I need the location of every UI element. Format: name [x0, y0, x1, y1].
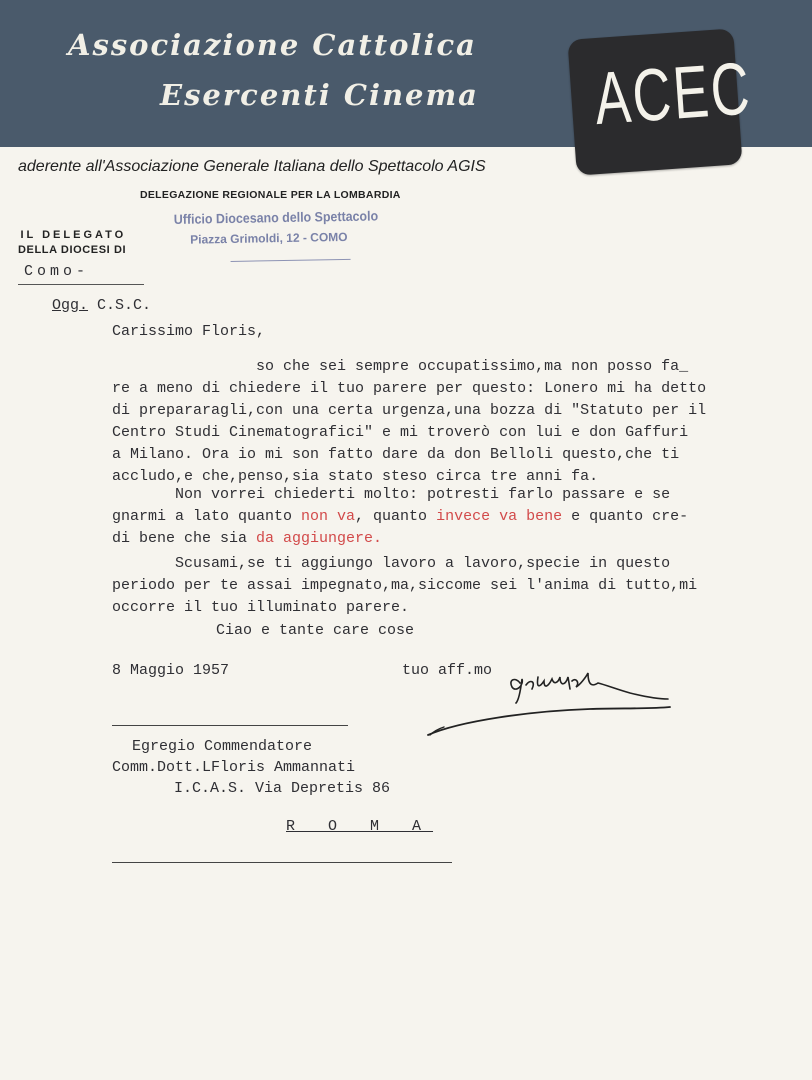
address-line3: I.C.A.S. Via Depretis 86	[174, 780, 391, 797]
p3-line: periodo per te assai impegnato,ma,siccome sei l'anima di tutto,mi	[112, 577, 698, 594]
stamp-address: Piazza Grimoldi, 12 - COMO	[190, 229, 348, 247]
paragraph-1	[112, 356, 706, 488]
p1-line: di prepararagli,con una certa urgenza,una bozza di "Statuto per il	[112, 402, 707, 419]
stamp-rule	[231, 259, 351, 262]
p2-line	[112, 528, 688, 550]
stamp-office-name: Ufficio Diocesano dello Spettacolo	[173, 208, 379, 227]
closing: Ciao e tante care cose	[216, 622, 415, 639]
valediction: tuo aff.mo	[402, 662, 493, 679]
handwritten-signature	[420, 655, 680, 745]
delegate-line2: DELLA DIOCESI DI	[18, 244, 127, 256]
delegate-heading	[18, 228, 126, 258]
regional-delegation: DELEGAZIONE REGIONALE PER LA LOMBARDIA	[140, 189, 401, 201]
p1-line: a Milano. Ora io mi son fatto dare da don Belloli questo,che ti	[112, 446, 680, 463]
salutation: Carissimo Floris,	[112, 323, 266, 340]
p2-text: , quanto	[355, 508, 437, 525]
subject-label: Ogg.	[52, 297, 89, 314]
address-bottom-rule	[112, 862, 452, 863]
p2-line: Non vorrei chiederti molto: potresti farlo passare e se	[112, 486, 671, 503]
diocese-rule	[18, 284, 144, 285]
paragraph-3	[112, 553, 697, 619]
red-annotation-aggiungere: da aggiungere.	[256, 530, 383, 547]
address-city: R O M A	[286, 818, 434, 835]
p1-line: accludo,e che,penso,sia stato steso circa tre anni fa.	[112, 468, 599, 485]
p2-text: e quanto cre-	[562, 508, 689, 525]
address-line1: Egregio Commendatore	[132, 738, 313, 755]
association-name-line2: Esercenti Cinema	[160, 78, 479, 112]
association-name-line1: Associazione Cattolica	[68, 28, 477, 62]
red-annotation-va-bene: invece va bene	[436, 508, 563, 525]
delegate-line1: IL DELEGATO	[20, 229, 127, 241]
office-stamp	[174, 208, 397, 247]
paragraph-2	[112, 484, 688, 550]
red-annotation-non-va: non va	[301, 508, 356, 525]
subject-value: C.S.C.	[97, 297, 152, 314]
p2-line	[112, 506, 688, 528]
acec-logo	[567, 28, 755, 175]
p3-line: Scusami,se ti aggiungo lavoro a lavoro,specie in questo	[112, 555, 671, 572]
affiliation-line: aderente all'Associazione Generale Italiana dello Spettacolo AGIS	[18, 158, 486, 175]
p2-text: di bene che sia	[112, 530, 257, 547]
address-line2: Comm.Dott.LFloris Ammannati	[112, 759, 356, 776]
diocese-name: Como-	[24, 263, 90, 280]
p1-line: so che sei sempre occupatissimo,ma non posso fa_	[112, 358, 689, 375]
p2-text: gnarmi a lato quanto	[112, 508, 302, 525]
subject-line	[52, 297, 151, 314]
p1-line: re a meno di chiedere il tuo parere per questo: Lonero mi ha detto	[112, 380, 707, 397]
p1-line: Centro Studi Cinematografici" e mi troverò con lui e don Gaffuri	[112, 424, 689, 441]
p3-line: occorre il tuo illuminato parere.	[112, 599, 410, 616]
logo-text: ACEC	[591, 46, 755, 141]
letter-date: 8 Maggio 1957	[112, 662, 230, 679]
address-top-rule	[112, 725, 348, 726]
